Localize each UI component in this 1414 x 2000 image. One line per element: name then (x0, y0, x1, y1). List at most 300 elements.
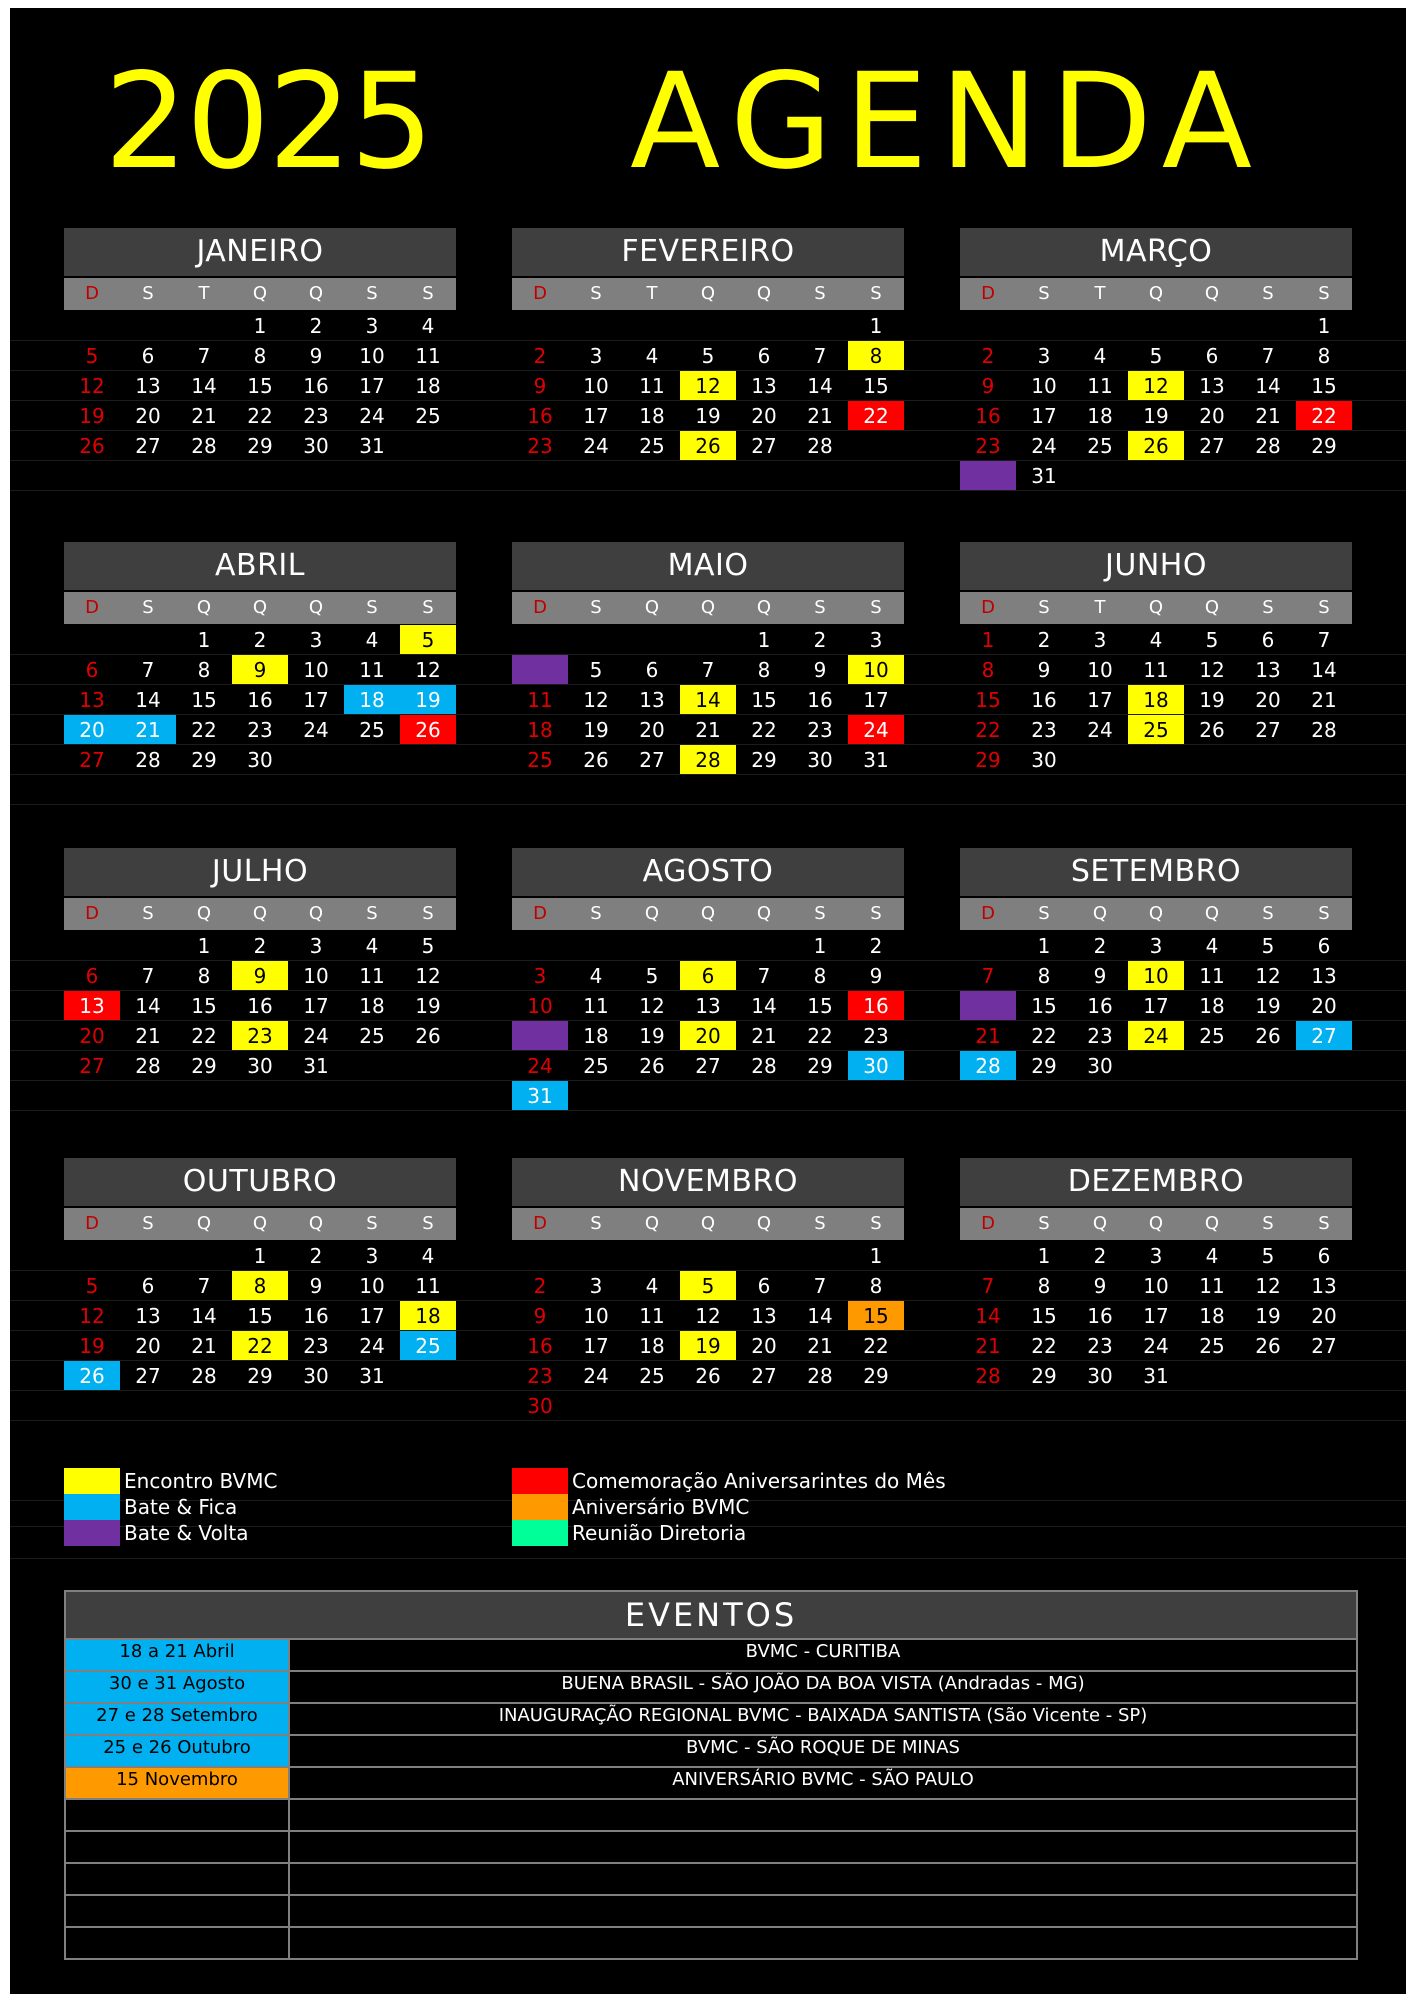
day-cell: 22 (1296, 401, 1352, 431)
empty-cell (512, 311, 568, 341)
day-cell: 17 (1143, 994, 1169, 1018)
day-cell: 18 (1199, 1304, 1225, 1328)
day-cell: 1 (981, 628, 995, 652)
month-4 (512, 542, 904, 775)
event-description: BUENA BRASIL - SÃO JOÃO DA BOA VISTA (Andradas - MG) (561, 1673, 1085, 1694)
day-cell: 6 (141, 1274, 155, 1298)
day-cell: 15 (1311, 374, 1337, 398)
day-cell: 13 (1199, 374, 1225, 398)
empty-cell (1016, 311, 1072, 341)
event-date (66, 1832, 290, 1862)
day-cell: 18 (400, 1301, 456, 1331)
separator-line (10, 1558, 1406, 1559)
day-cell: 15 (1031, 1304, 1057, 1328)
day-cell: 16 (1087, 1304, 1113, 1328)
day-cell: 28 (680, 745, 736, 775)
day-cell: 9 (533, 1304, 547, 1328)
day-cell: 3 (589, 344, 603, 368)
day-cell: 25 (1128, 715, 1184, 745)
event-date: 18 a 21 Abril (66, 1640, 290, 1670)
day-cell: 23 (303, 1334, 329, 1358)
day-cell: 9 (981, 374, 995, 398)
day-cell: 7 (197, 344, 211, 368)
empty-cell (680, 1241, 736, 1271)
day-cell: 17 (863, 688, 889, 712)
separator-line (10, 1390, 1406, 1391)
day-cell: 21 (1255, 404, 1281, 428)
day-cell: 26 (1128, 431, 1184, 461)
day-cell: 12 (1199, 658, 1225, 682)
weekday-label: S (366, 597, 378, 618)
day-cell: 3 (589, 1274, 603, 1298)
month-title: FEVEREIRO (512, 228, 904, 276)
day-cell: 15 (191, 688, 217, 712)
day-cell: 28 (807, 1364, 833, 1388)
day-cell: 1 (253, 314, 267, 338)
day-cell: 30 (303, 1364, 329, 1388)
day-cell: 22 (1031, 1334, 1057, 1358)
legend-swatch (512, 1494, 568, 1520)
day-cell: 22 (191, 1024, 217, 1048)
day-cell: 19 (1143, 404, 1169, 428)
day-cell: 21 (807, 404, 833, 428)
day-cell: 24 (1128, 1021, 1184, 1051)
day-cell: 3 (1149, 934, 1163, 958)
day-cell: 16 (848, 991, 904, 1021)
day-cell: 19 (695, 404, 721, 428)
day-cell: 18 (1128, 685, 1184, 715)
weekday-label: S (142, 283, 154, 304)
day-cell: 29 (191, 748, 217, 772)
weekday-header (64, 278, 456, 310)
month-title: MAIO (512, 542, 904, 590)
month-5 (960, 542, 1352, 775)
day-cell: 5 (680, 1271, 736, 1301)
weekday-header (512, 898, 904, 930)
empty-cell (1184, 311, 1240, 341)
day-cell: 20 (1199, 404, 1225, 428)
day-cell: 21 (135, 1024, 161, 1048)
day-cell: 12 (1255, 1274, 1281, 1298)
weekday-header (512, 278, 904, 310)
day-cell: 23 (1031, 718, 1057, 742)
weekday-label: S (422, 283, 434, 304)
legend-swatch (512, 1468, 568, 1494)
weekday-label: S (590, 903, 602, 924)
day-cell: 4 (1205, 1244, 1219, 1268)
day-cell: 29 (975, 748, 1001, 772)
day-cell: 23 (247, 718, 273, 742)
day-cell: 25 (415, 404, 441, 428)
empty-cell (568, 311, 624, 341)
weekday-header (64, 1208, 456, 1240)
day-cell: 29 (1311, 434, 1337, 458)
empty-cell (960, 1241, 1016, 1271)
day-cell: 25 (1199, 1334, 1225, 1358)
day-cell: 6 (1317, 934, 1331, 958)
day-cell: 16 (247, 688, 273, 712)
day-cell: 11 (639, 374, 665, 398)
day-grid (64, 931, 456, 1081)
day-cell: 1 (253, 1244, 267, 1268)
day-cell: 17 (1087, 688, 1113, 712)
day-grid (960, 311, 1352, 491)
empty-cell (960, 931, 1016, 961)
day-cell: 17 (359, 374, 385, 398)
day-cell: 4 (645, 344, 659, 368)
day-cell: 11 (583, 994, 609, 1018)
day-cell: 19 (415, 994, 441, 1018)
day-cell: 27 (1199, 434, 1225, 458)
weekday-label: Q (700, 903, 716, 924)
day-cell: 20 (79, 1024, 105, 1048)
empty-cell (64, 931, 120, 961)
weekday-label: S (1038, 597, 1050, 618)
day-cell: 15 (848, 1301, 904, 1331)
weekday-label: Q (1204, 597, 1220, 618)
day-cell: 20 (639, 718, 665, 742)
weekday-header (512, 592, 904, 624)
month-11 (960, 1158, 1352, 1391)
day-cell: 10 (583, 374, 609, 398)
day-cell: 10 (303, 658, 329, 682)
day-cell: 15 (807, 994, 833, 1018)
empty-cell (176, 1241, 232, 1271)
day-cell: 6 (141, 344, 155, 368)
day-grid (512, 1241, 904, 1421)
day-cell: 3 (365, 314, 379, 338)
day-cell: 4 (421, 314, 435, 338)
day-cell: 21 (191, 404, 217, 428)
empty-cell (512, 625, 568, 655)
day-cell: 13 (751, 374, 777, 398)
day-cell: 29 (863, 1364, 889, 1388)
day-cell: 12 (415, 964, 441, 988)
day-cell: 4 (512, 655, 568, 685)
day-cell: 29 (191, 1054, 217, 1078)
day-cell: 16 (527, 1334, 553, 1358)
day-cell: 9 (1037, 658, 1051, 682)
day-cell: 22 (975, 718, 1001, 742)
day-cell: 23 (807, 718, 833, 742)
day-cell: 31 (512, 1081, 568, 1111)
event-description: INAUGURAÇÃO REGIONAL BVMC - BAIXADA SANTISTA (São Vicente - SP) (498, 1705, 1148, 1726)
weekday-label: Q (1092, 903, 1108, 924)
day-cell: 17 (1143, 1304, 1169, 1328)
day-cell: 27 (1296, 1021, 1352, 1051)
legend-left (64, 1468, 277, 1546)
day-cell: 10 (527, 994, 553, 1018)
empty-cell (1240, 311, 1296, 341)
day-cell: 22 (751, 718, 777, 742)
day-cell: 7 (757, 964, 771, 988)
legend-right (512, 1468, 946, 1546)
day-cell: 12 (79, 1304, 105, 1328)
empty-cell (120, 931, 176, 961)
day-cell: 1 (1037, 934, 1051, 958)
day-cell: 5 (1149, 344, 1163, 368)
day-cell: 15 (247, 1304, 273, 1328)
event-row (66, 1830, 1356, 1862)
weekday-label: S (1038, 903, 1050, 924)
day-cell: 14 (680, 685, 736, 715)
day-cell: 23 (863, 1024, 889, 1048)
day-cell: 21 (751, 1024, 777, 1048)
weekday-label: S (366, 1213, 378, 1234)
legend-item (64, 1468, 277, 1494)
day-cell: 26 (1199, 718, 1225, 742)
day-cell: 14 (191, 374, 217, 398)
separator-line (10, 1420, 1406, 1421)
month-8 (960, 848, 1352, 1081)
day-cell: 4 (1149, 628, 1163, 652)
separator-line (10, 1330, 1406, 1331)
day-cell: 20 (135, 1334, 161, 1358)
weekday-header (64, 592, 456, 624)
weekday-label: Q (1148, 903, 1164, 924)
day-cell: 18 (1087, 404, 1113, 428)
day-cell: 30 (527, 1394, 553, 1418)
day-cell: 9 (1093, 1274, 1107, 1298)
day-cell: 13 (135, 1304, 161, 1328)
day-cell: 6 (85, 964, 99, 988)
weekday-label: Q (756, 1213, 772, 1234)
separator-line (10, 430, 1406, 431)
separator-line (10, 1360, 1406, 1361)
day-cell: 10 (359, 1274, 385, 1298)
weekday-label: S (1262, 597, 1274, 618)
weekday-label: Q (1092, 1213, 1108, 1234)
legend-label: Reunião Diretoria (572, 1521, 747, 1545)
day-cell: 28 (191, 1364, 217, 1388)
day-cell: 13 (695, 994, 721, 1018)
day-cell: 23 (303, 404, 329, 428)
day-cell: 22 (807, 1024, 833, 1048)
empty-cell (624, 1241, 680, 1271)
day-cell: 13 (1255, 658, 1281, 682)
empty-cell (680, 625, 736, 655)
day-cell: 13 (79, 688, 105, 712)
day-cell: 14 (975, 1304, 1001, 1328)
day-cell: 7 (1261, 344, 1275, 368)
day-cell: 6 (1317, 1244, 1331, 1268)
weekday-label: S (870, 283, 882, 304)
day-cell: 28 (135, 1054, 161, 1078)
day-cell: 28 (135, 748, 161, 772)
day-cell: 29 (807, 1054, 833, 1078)
day-cell: 22 (191, 718, 217, 742)
day-cell: 25 (400, 1331, 456, 1361)
event-date (66, 1800, 290, 1830)
day-cell: 24 (1031, 434, 1057, 458)
day-cell: 21 (191, 1334, 217, 1358)
day-cell: 1 (869, 314, 883, 338)
day-cell: 11 (1087, 374, 1113, 398)
separator-line (10, 654, 1406, 655)
month-6 (64, 848, 456, 1081)
day-cell: 24 (583, 1364, 609, 1388)
day-cell: 27 (79, 1054, 105, 1078)
day-cell: 13 (639, 688, 665, 712)
day-cell: 6 (757, 344, 771, 368)
empty-cell (568, 931, 624, 961)
separator-line (10, 1050, 1406, 1051)
weekday-label: Q (644, 597, 660, 618)
day-cell: 8 (1037, 1274, 1051, 1298)
day-cell: 3 (309, 628, 323, 652)
day-cell: 14 (1255, 374, 1281, 398)
day-cell: 26 (1255, 1334, 1281, 1358)
day-cell: 14 (1311, 658, 1337, 682)
day-grid (512, 931, 904, 1111)
weekday-label: D (85, 903, 99, 924)
day-cell: 13 (751, 1304, 777, 1328)
day-cell: 12 (79, 374, 105, 398)
day-cell: 16 (807, 688, 833, 712)
day-cell: 30 (1087, 1054, 1113, 1078)
day-cell: 17 (583, 1334, 609, 1358)
day-cell: 9 (309, 344, 323, 368)
empty-cell (624, 931, 680, 961)
weekday-label: Q (644, 1213, 660, 1234)
day-cell: 9 (869, 964, 883, 988)
day-cell: 24 (359, 404, 385, 428)
day-cell: 2 (1037, 628, 1051, 652)
weekday-label: D (981, 597, 995, 618)
legend-swatch (64, 1468, 120, 1494)
day-cell: 4 (1205, 934, 1219, 958)
day-cell: 24 (1143, 1334, 1169, 1358)
day-cell: 29 (751, 748, 777, 772)
weekday-header (512, 1208, 904, 1240)
day-cell: 19 (1255, 1304, 1281, 1328)
weekday-label: T (1094, 597, 1106, 618)
weekday-label: D (85, 597, 99, 618)
month-9 (64, 1158, 456, 1391)
day-cell: 14 (191, 1304, 217, 1328)
day-cell: 11 (415, 344, 441, 368)
empty-cell (680, 311, 736, 341)
weekday-header (64, 898, 456, 930)
day-cell: 14 (135, 688, 161, 712)
day-cell: 1 (1317, 314, 1331, 338)
empty-cell (512, 1241, 568, 1271)
day-cell: 29 (247, 1364, 273, 1388)
day-cell: 28 (1255, 434, 1281, 458)
weekday-label: Q (252, 283, 268, 304)
separator-line (10, 400, 1406, 401)
day-cell: 1 (813, 934, 827, 958)
separator-line (10, 804, 1406, 805)
weekday-label: Q (1204, 283, 1220, 304)
weekday-label: S (814, 597, 826, 618)
day-cell: 11 (415, 1274, 441, 1298)
day-cell: 12 (1128, 371, 1184, 401)
day-cell: 3 (1149, 1244, 1163, 1268)
day-cell: 8 (813, 964, 827, 988)
month-title: JULHO (64, 848, 456, 896)
event-row (66, 1926, 1356, 1958)
agenda-heading: AGENDA (630, 45, 1265, 199)
day-cell: 21 (975, 1024, 1001, 1048)
day-cell: 20 (680, 1021, 736, 1051)
empty-cell (1128, 311, 1184, 341)
weekday-label: S (870, 597, 882, 618)
day-cell: 24 (303, 718, 329, 742)
event-description (290, 1864, 1356, 1894)
day-cell: 20 (1255, 688, 1281, 712)
day-cell: 27 (1255, 718, 1281, 742)
day-cell: 2 (813, 628, 827, 652)
day-cell: 27 (751, 1364, 777, 1388)
day-cell: 16 (527, 404, 553, 428)
day-cell: 5 (1205, 628, 1219, 652)
day-cell: 20 (135, 404, 161, 428)
day-cell: 26 (415, 1024, 441, 1048)
legend-swatch (512, 1520, 568, 1546)
day-cell: 26 (1255, 1024, 1281, 1048)
month-title: OUTUBRO (64, 1158, 456, 1206)
day-cell: 24 (527, 1054, 553, 1078)
weekday-label: S (590, 1213, 602, 1234)
day-cell: 7 (141, 658, 155, 682)
separator-line (10, 1300, 1406, 1301)
day-cell: 7 (1317, 628, 1331, 652)
day-cell: 31 (1143, 1364, 1169, 1388)
day-cell: 23 (1087, 1024, 1113, 1048)
day-cell: 10 (1143, 1274, 1169, 1298)
weekday-label: S (1038, 283, 1050, 304)
month-0 (64, 228, 456, 461)
day-cell: 8 (848, 341, 904, 371)
weekday-label: D (981, 1213, 995, 1234)
event-row (66, 1766, 1356, 1798)
day-cell: 14 (135, 994, 161, 1018)
empty-cell (120, 625, 176, 655)
event-description (290, 1800, 1356, 1830)
day-cell: 6 (1261, 628, 1275, 652)
month-title: SETEMBRO (960, 848, 1352, 896)
day-cell: 3 (869, 628, 883, 652)
separator-line (10, 960, 1406, 961)
day-cell: 17 (303, 994, 329, 1018)
day-cell: 4 (1093, 344, 1107, 368)
day-cell: 1 (869, 1244, 883, 1268)
month-title: MARÇO (960, 228, 1352, 276)
day-cell: 18 (639, 404, 665, 428)
weekday-label: S (590, 597, 602, 618)
day-cell: 20 (1311, 1304, 1337, 1328)
month-title: JANEIRO (64, 228, 456, 276)
empty-cell (120, 311, 176, 341)
day-cell: 28 (1311, 718, 1337, 742)
legend-item (512, 1520, 946, 1546)
day-cell: 19 (79, 404, 105, 428)
day-cell: 28 (960, 1051, 1016, 1081)
day-cell: 9 (533, 374, 547, 398)
day-cell: 4 (365, 934, 379, 958)
day-cell: 5 (1261, 934, 1275, 958)
weekday-label: S (422, 903, 434, 924)
day-cell: 26 (400, 715, 456, 745)
event-description: BVMC - SÃO ROQUE DE MINAS (686, 1737, 960, 1758)
day-cell: 7 (813, 1274, 827, 1298)
empty-cell (176, 311, 232, 341)
weekday-label: Q (700, 283, 716, 304)
day-cell: 30 (303, 434, 329, 458)
day-cell: 27 (79, 748, 105, 772)
day-cell: 21 (807, 1334, 833, 1358)
